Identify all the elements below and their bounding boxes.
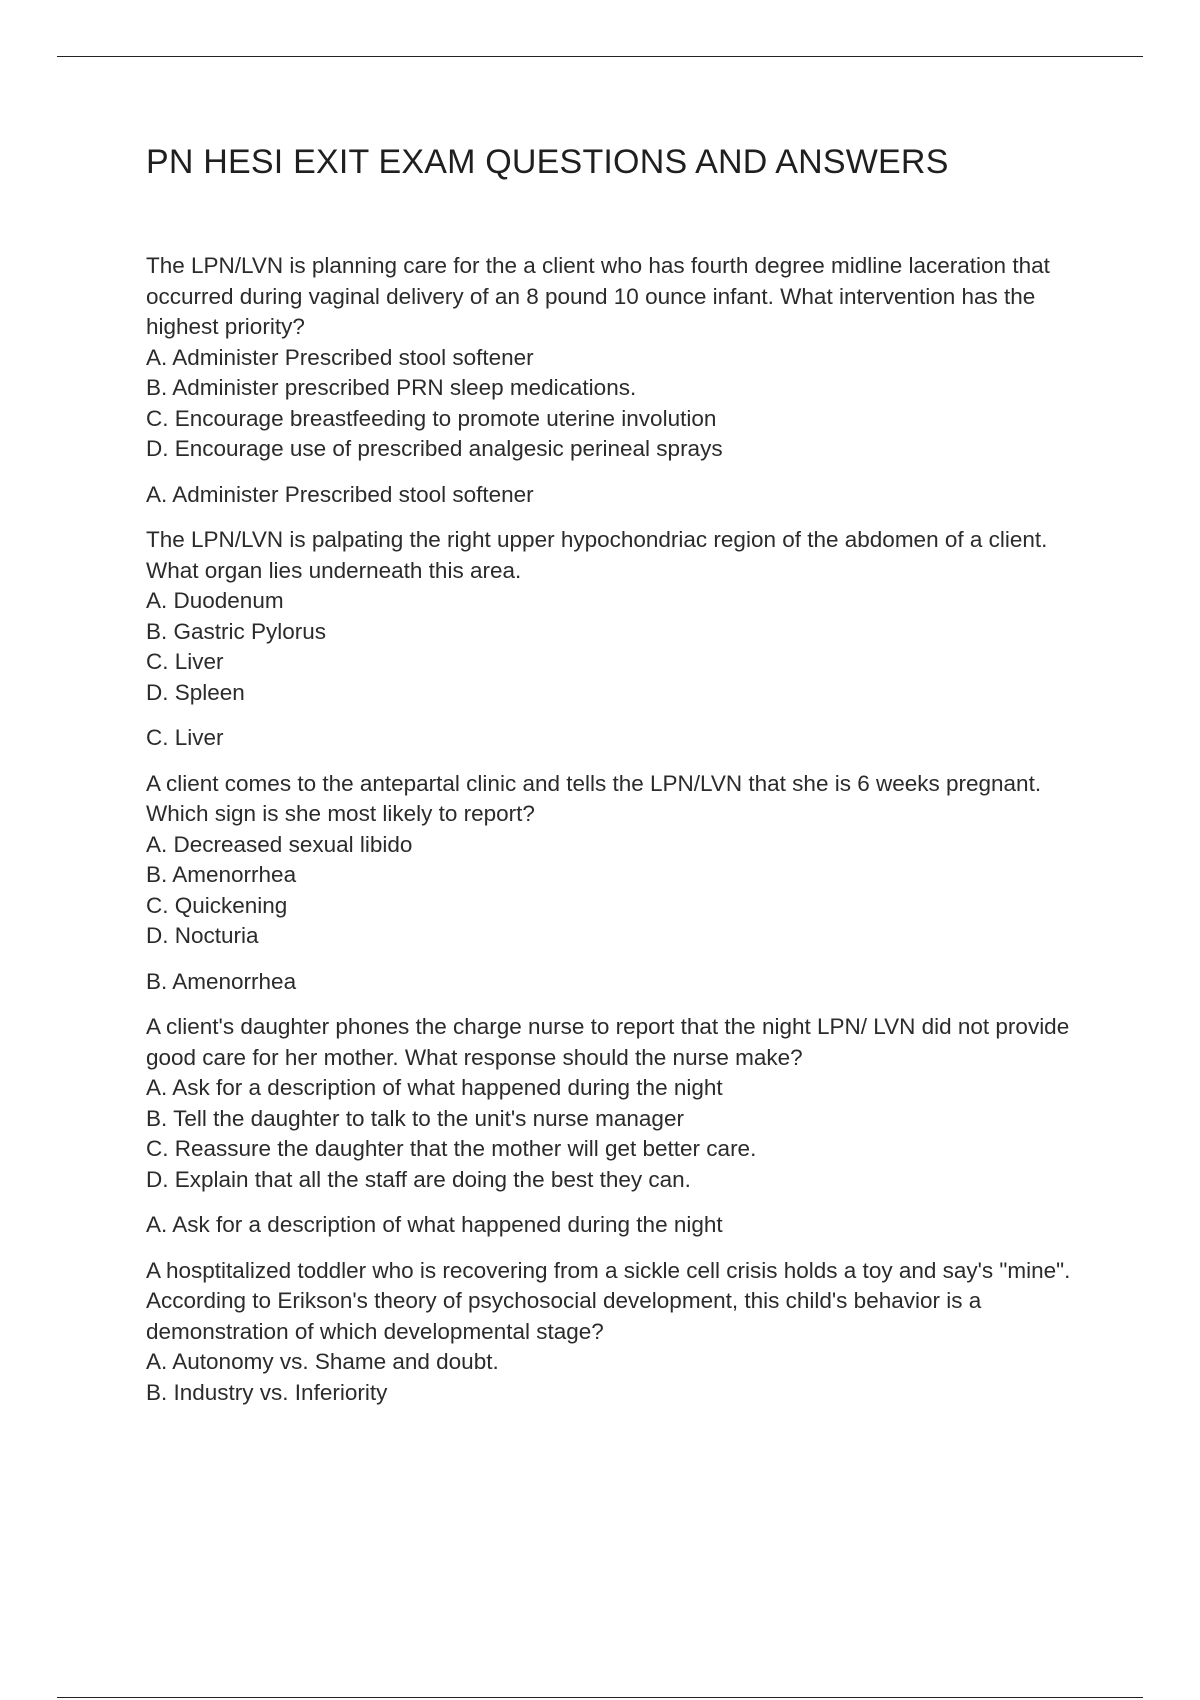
option-d: D. Spleen bbox=[146, 679, 245, 705]
option-c: C. Quickening bbox=[146, 892, 288, 918]
answer-text: C. Liver bbox=[146, 725, 224, 750]
qa-item-1 bbox=[146, 251, 1096, 510]
qa-item-5 bbox=[146, 1256, 1096, 1409]
option-b: B. Tell the daughter to talk to the unit's nurse manager bbox=[146, 1105, 684, 1131]
option-a: A. Decreased sexual libido bbox=[146, 831, 413, 857]
header-rule bbox=[57, 56, 1143, 57]
qa-list bbox=[146, 251, 1096, 1423]
option-list bbox=[146, 586, 1096, 708]
option-list bbox=[146, 1347, 1096, 1408]
option-b: B. Administer prescribed PRN sleep medications. bbox=[146, 375, 637, 400]
option-a: A. Administer Prescribed stool softener bbox=[146, 344, 534, 370]
option-d: D. Nocturia bbox=[146, 923, 259, 948]
option-a: A. Duodenum bbox=[146, 588, 284, 613]
option-a: A. Autonomy vs. Shame and doubt. bbox=[146, 1349, 499, 1374]
option-b: B. Amenorrhea bbox=[146, 862, 297, 887]
footer-rule bbox=[57, 1697, 1143, 1698]
page-title: PN HESI EXIT EXAM QUESTIONS AND ANSWERS bbox=[146, 143, 949, 181]
option-a: A. Ask for a description of what happened during the night bbox=[146, 1075, 723, 1100]
question-text: A client's daughter phones the charge nurse to report that the night LPN/ LVN did not provide good care for her mother. What response should the nurse make? bbox=[146, 1014, 1070, 1070]
question-text: A client comes to the antepartal clinic and tells the LPN/LVN that she is 6 weeks pregnant. Which sign is she most likely to report? bbox=[146, 770, 1042, 826]
option-d: D. Explain that all the staff are doing the best they can. bbox=[146, 1166, 691, 1192]
qa-item-3 bbox=[146, 769, 1096, 998]
option-list bbox=[146, 1073, 1096, 1195]
question-text: The LPN/LVN is palpating the right upper hypochondriac region of the abdomen of a client. What organ lies underneath this area. bbox=[146, 527, 1048, 583]
option-b: B. Industry vs. Inferiority bbox=[146, 1379, 388, 1405]
option-c: C. Liver bbox=[146, 649, 224, 674]
option-d: D. Encourage use of prescribed analgesic perineal sprays bbox=[146, 436, 723, 461]
option-c: C. Reassure the daughter that the mother will get better care. bbox=[146, 1136, 757, 1161]
option-b: B. Gastric Pylorus bbox=[146, 618, 327, 644]
qa-item-4 bbox=[146, 1012, 1096, 1241]
option-c: C. Encourage breastfeeding to promote uterine involution bbox=[146, 405, 717, 431]
answer-text: B. Amenorrhea bbox=[146, 968, 297, 994]
option-list bbox=[146, 830, 1096, 952]
answer-text: A. Administer Prescribed stool softener bbox=[146, 481, 534, 507]
option-list bbox=[146, 343, 1096, 465]
question-text: The LPN/LVN is planning care for the a client who has fourth degree midline laceration that occurred during vaginal delivery of an 8 pound 10 ounce infant. What intervention has the highest priority? bbox=[146, 253, 1050, 339]
question-text: A hosptitalized toddler who is recovering from a sickle cell crisis holds a toy and say's "mine". According to Erikson's theory of psychosocial development, this child's behavior is a demonstration of which developmental stage? bbox=[146, 1257, 1071, 1344]
answer-text: A. Ask for a description of what happened during the night bbox=[146, 1212, 723, 1237]
qa-item-2 bbox=[146, 525, 1096, 754]
